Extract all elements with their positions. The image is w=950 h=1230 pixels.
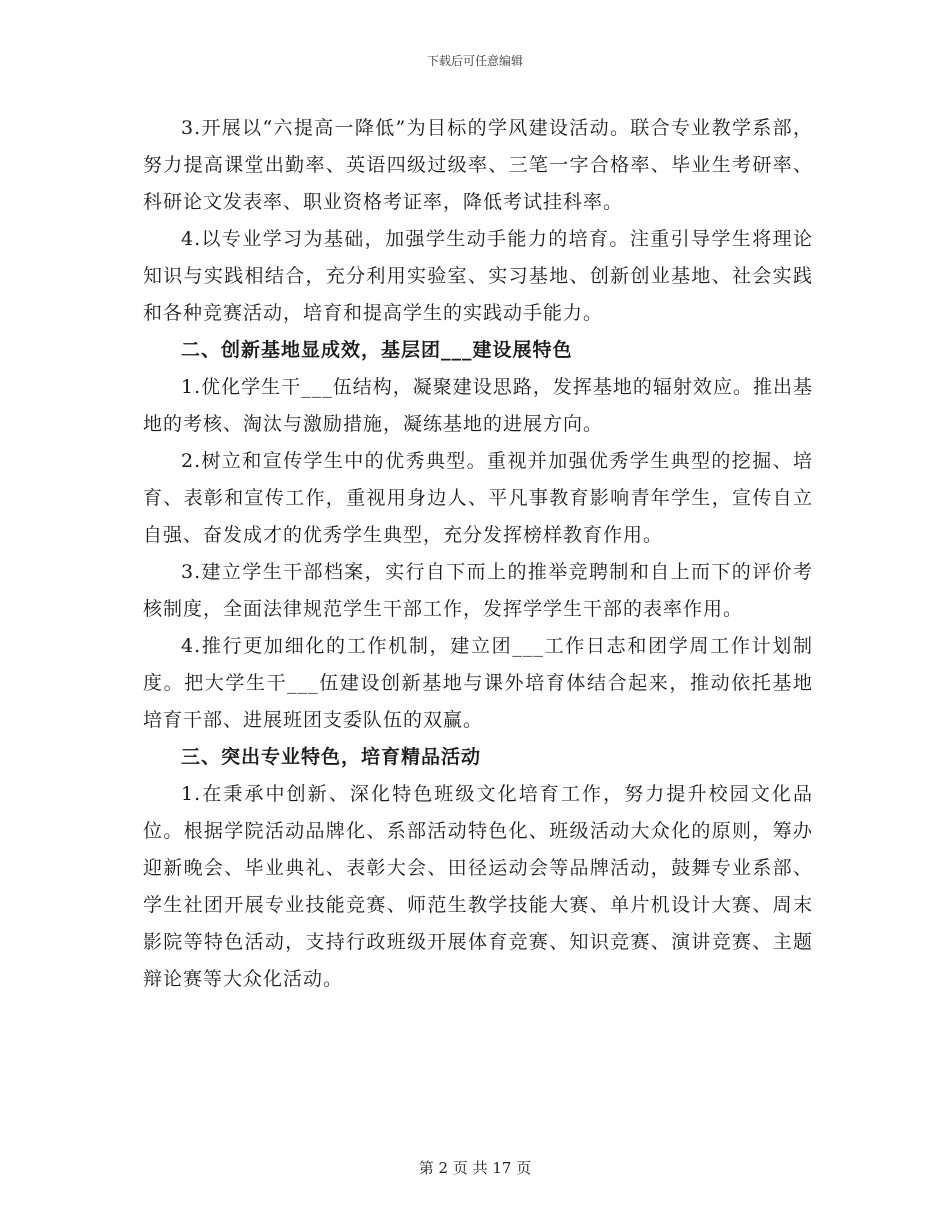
paragraph-s2-3: 3.建立学生干部档案，实行自下而上的推举竞聘制和自上而下的评价考核制度，全面法律规范学生干部工作，发挥学学生干部的表率作用。 xyxy=(143,561,813,620)
section-heading-2: 二、创新基地显成效，基层团___建设展特色 xyxy=(181,339,573,361)
page-header: 下载后可任意编辑 xyxy=(426,54,523,68)
document-body xyxy=(143,110,813,998)
paragraph-s2-2: 2.树立和宣传学生中的优秀典型。重视并加强优秀学生典型的挖掘、培育、表彰和宣传工作，重视用身边人、平凡事教育影响青年学生，宣传自立自强、奋发成才的优秀学生典型，充分发挥榜样教育作用。 xyxy=(143,450,813,546)
page-number: 第 2 页 共 17 页 xyxy=(418,1159,532,1177)
paragraph-3-study-style: 3.开展以“六提高一降低”为目标的学风建设活动。联合专业教学系部，努力提高课堂出勤率、英语四级过级率、三笔一字合格率、毕业生考研率、科研论文发表率、职业资格考证率，降低考试挂科率。 xyxy=(143,117,813,213)
paragraph-s2-4: 4.推行更加细化的工作机制，建立团___工作日志和团学周工作计划制度。把大学生干___伍建设创新基地与课外培育体结合起来，推动依托基地培育干部、进展班团支委队伍的双赢。 xyxy=(143,635,813,731)
paragraph-s3-1: 1.在秉承中创新、深化特色班级文化培育工作，努力提升校园文化品位。根据学院活动品牌化、系部活动特色化、班级活动大众化的原则，筹办迎新晚会、毕业典礼、表彰大会、田径运动会等品牌活动，鼓舞专业系部、学生社团开展专业技能竞赛、师范生教学技能大赛、单片机设计大赛、周末影院等特色活动，支持行政班级开展体育竞赛、知识竞赛、演讲竞赛、主题辩论赛等大众化活动。 xyxy=(143,783,813,990)
section-heading-3: 三、突出专业特色，培育精品活动 xyxy=(181,746,482,768)
paragraph-4-practical-skills: 4.以专业学习为基础，加强学生动手能力的培育。注重引导学生将理论知识与实践相结合，充分利用实验室、实习基地、创新创业基地、社会实践和各种竞赛活动，培育和提高学生的实践动手能力。 xyxy=(143,228,813,324)
paragraph-s2-1: 1.优化学生干___伍结构，凝聚建设思路，发挥基地的辐射效应。推出基地的考核、淘汰与激励措施，凝练基地的进展方向。 xyxy=(143,376,813,435)
